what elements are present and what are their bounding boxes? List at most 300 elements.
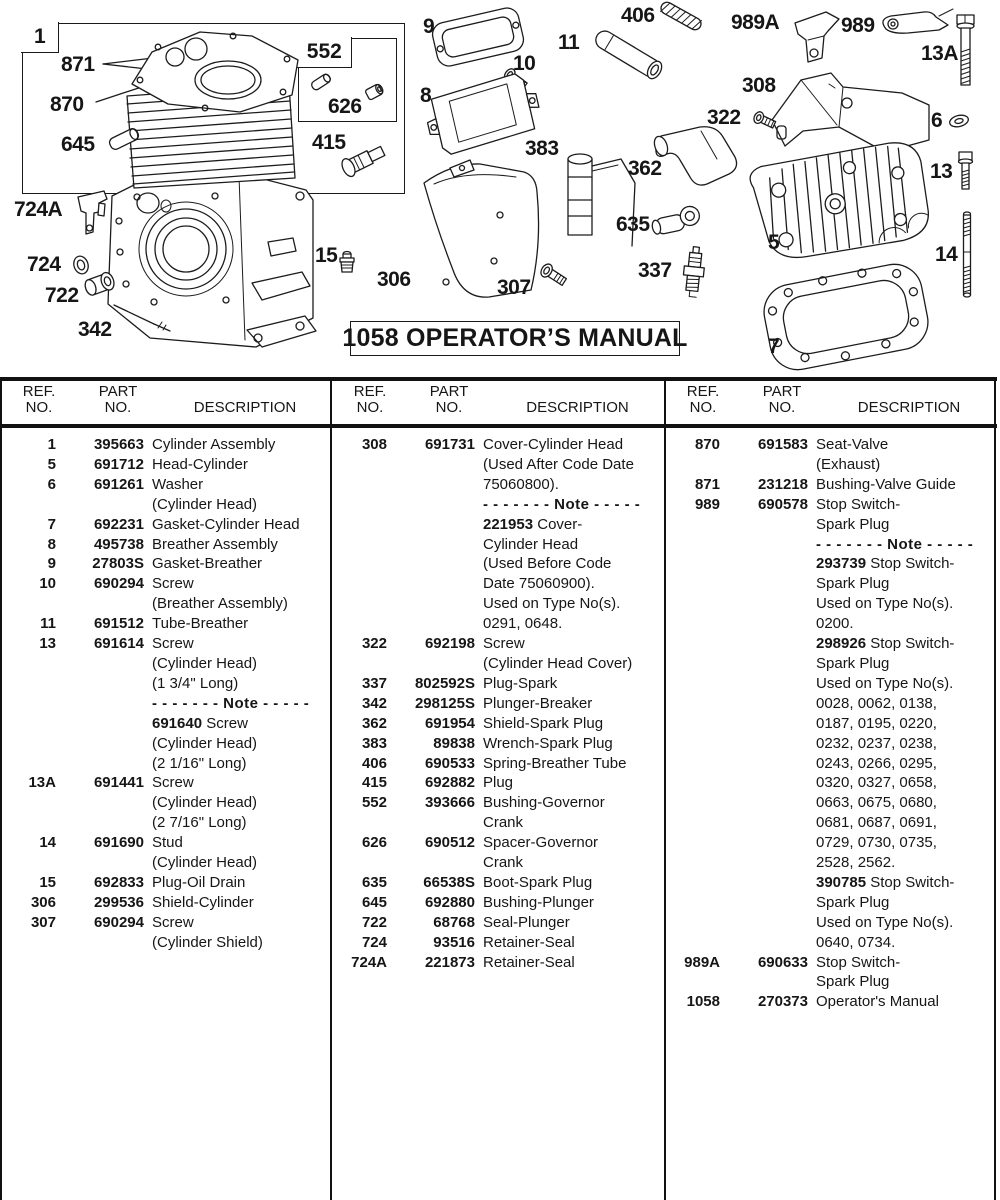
part-no [728, 933, 808, 953]
description: 0640, 0734. [816, 933, 896, 951]
ref-no [337, 535, 387, 555]
callout-13: 13 [930, 160, 953, 183]
table-divider-2 [664, 377, 666, 1200]
part-no: 690294 [93, 575, 144, 593]
callout-14: 14 [935, 243, 958, 266]
part-no [728, 554, 808, 574]
ref-no: 552 [361, 794, 387, 812]
ref-no [670, 833, 720, 853]
part-no [64, 714, 144, 734]
sketch-screw-322 [752, 110, 777, 130]
part-no [728, 754, 808, 774]
part-no: 691690 [93, 834, 144, 852]
table-row [6, 893, 328, 913]
callout-15: 15 [315, 244, 338, 267]
ref-no [670, 694, 720, 714]
ref-no [670, 773, 720, 793]
part-no [728, 535, 808, 555]
description: 298926 Stop Switch- [816, 635, 955, 653]
description: Spark Plug [816, 575, 890, 593]
sketch-screw-307 [539, 262, 568, 288]
description: 0681, 0687, 0691, [816, 814, 937, 832]
description: (Cylinder Head) [152, 654, 258, 672]
callout-626: 626 [328, 95, 362, 118]
table-row [337, 734, 662, 754]
description: (Cylinder Head) [152, 734, 258, 752]
part-no: 690633 [757, 953, 808, 971]
description: (Cylinder Head) [152, 854, 258, 872]
part-no [64, 754, 144, 774]
table-row [337, 535, 662, 555]
table-row [337, 495, 662, 515]
table-row [670, 535, 992, 555]
description: Gasket-Breather [152, 555, 263, 573]
ref-no: 871 [694, 475, 720, 493]
part-no [395, 475, 475, 495]
ref-no [670, 455, 720, 475]
part-no [395, 554, 475, 574]
part-no [395, 853, 475, 873]
header-ref-no: REF. NO. [353, 383, 387, 416]
description: Spark Plug [816, 973, 890, 991]
table-row [337, 674, 662, 694]
part-no [728, 773, 808, 793]
description: 0243, 0266, 0295, [816, 754, 937, 772]
part-no: 690294 [93, 913, 144, 931]
part-no [728, 634, 808, 654]
sketch-stop-switch-989 [883, 9, 953, 33]
description: 0028, 0062, 0138, [816, 694, 937, 712]
ref-no [337, 554, 387, 574]
description: Stop Switch- [816, 953, 901, 971]
table-row [337, 574, 662, 594]
description: Stop Switch- [816, 495, 901, 513]
part-no [64, 674, 144, 694]
description: Screw [152, 635, 194, 653]
part-no: 393666 [424, 794, 475, 812]
callout-11: 11 [558, 31, 580, 54]
part-no: 691614 [93, 635, 144, 653]
table-row [6, 714, 328, 734]
part-no: 66538S [423, 873, 475, 891]
sketch-retainer-724 [72, 254, 91, 275]
callout-722: 722 [45, 284, 79, 307]
table-row [670, 913, 992, 933]
ref-no [670, 714, 720, 734]
header-description: DESCRIPTION [193, 398, 297, 416]
part-no [395, 535, 475, 555]
description: (Used Before Code [483, 555, 612, 573]
description: (Breather Assembly) [152, 595, 288, 613]
description: (Used After Code Date [483, 455, 634, 473]
ref-no: 635 [361, 873, 387, 891]
description: Tube-Breather [152, 615, 249, 633]
sketch-cover-308 [772, 73, 929, 152]
part-no: 690578 [757, 495, 808, 513]
table-row [6, 813, 328, 833]
callout-871: 871 [61, 53, 95, 76]
ref-no [670, 535, 720, 555]
ref-no: 724 [361, 933, 387, 951]
description: Boot-Spark Plug [483, 873, 593, 891]
table-row [6, 694, 328, 714]
description: Used on Type No(s). [816, 674, 954, 692]
table-row [337, 793, 662, 813]
part-no [395, 594, 475, 614]
part-no [395, 614, 475, 634]
table-row [6, 873, 328, 893]
callout-645: 645 [61, 133, 95, 156]
ref-no: 14 [39, 834, 56, 852]
table-row [670, 734, 992, 754]
part-no [728, 972, 808, 992]
table-row [670, 435, 992, 455]
part-no [728, 913, 808, 933]
part-no [64, 933, 144, 953]
ref-no: 645 [361, 893, 387, 911]
description: Cylinder Head [483, 535, 579, 553]
ref-no [6, 714, 56, 734]
description: (1 3/4" Long) [152, 674, 239, 692]
part-no: 692231 [93, 515, 144, 533]
part-no: 692198 [424, 635, 475, 653]
table-border-left [0, 377, 2, 1200]
table-row [6, 754, 328, 774]
parts-table [0, 377, 1000, 1200]
ref-no [6, 594, 56, 614]
part-no: 690512 [424, 834, 475, 852]
ref-no: 306 [30, 893, 56, 911]
ref-no: 406 [361, 754, 387, 772]
table-row [6, 515, 328, 535]
description: Seat-Valve [816, 436, 889, 453]
ref-no [670, 515, 720, 535]
description: - - - - - - - Note - - - - - [152, 694, 310, 712]
table-column-2 [334, 377, 662, 1200]
ref-no [6, 933, 56, 953]
description: (2 7/16" Long) [152, 814, 247, 832]
description: Seal-Plunger [483, 913, 570, 931]
part-no: 690533 [424, 754, 475, 772]
sketch-gasket-9 [430, 6, 526, 69]
sketch-washer-6 [948, 113, 969, 128]
ref-no [6, 793, 56, 813]
table-row [6, 495, 328, 515]
description: Breather Assembly [152, 535, 278, 553]
description: Bushing-Plunger [483, 893, 594, 911]
callout-308: 308 [742, 74, 776, 97]
table-row [670, 674, 992, 694]
description: Plunger-Breaker [483, 694, 593, 712]
table-row [337, 654, 662, 674]
table-row [337, 813, 662, 833]
part-no [728, 515, 808, 535]
ref-no: 308 [361, 436, 387, 453]
table-row [337, 455, 662, 475]
callout-322: 322 [707, 106, 741, 129]
table-row [337, 754, 662, 774]
part-no [64, 853, 144, 873]
description: Crank [483, 814, 524, 832]
callout-406: 406 [621, 4, 655, 27]
table-row [6, 793, 328, 813]
description: Screw [483, 635, 525, 653]
table-row [337, 873, 662, 893]
part-no [728, 873, 808, 893]
description: - - - - - - - Note - - - - - [816, 535, 974, 553]
table-row [6, 455, 328, 475]
part-no: 495738 [93, 535, 144, 553]
table-row [670, 714, 992, 734]
ref-no [670, 734, 720, 754]
callout-415: 415 [312, 131, 346, 154]
table-row [337, 554, 662, 574]
table-row [670, 933, 992, 953]
table-row [670, 793, 992, 813]
ref-no [337, 654, 387, 674]
sketch-spark-plug-337 [681, 246, 706, 298]
part-no [728, 654, 808, 674]
description: Retainer-Seal [483, 933, 575, 951]
table-row [6, 554, 328, 574]
table-row [6, 933, 328, 953]
ref-no [670, 574, 720, 594]
part-no: 298125S [414, 694, 475, 712]
description: 0320, 0327, 0658, [816, 774, 937, 792]
callout-337: 337 [638, 259, 672, 282]
description: (Cylinder Shield) [152, 933, 263, 951]
ref-no [670, 813, 720, 833]
table-row [6, 614, 328, 634]
ref-no: 11 [40, 615, 56, 633]
ref-no [670, 594, 720, 614]
table-row [6, 773, 328, 793]
part-no [64, 594, 144, 614]
table-row [6, 833, 328, 853]
part-no: 89838 [433, 734, 475, 752]
description: Shield-Spark Plug [483, 714, 604, 732]
part-no [395, 813, 475, 833]
description: 0232, 0237, 0238, [816, 734, 937, 752]
table-row [670, 953, 992, 973]
description: Spacer-Governor [483, 834, 599, 852]
part-no [395, 515, 475, 535]
callout-10: 10 [513, 52, 536, 75]
ref-no [337, 594, 387, 614]
ref-no: 724A [351, 953, 387, 971]
ref-no [670, 634, 720, 654]
description: Plug [483, 774, 514, 792]
table-row [6, 674, 328, 694]
part-no: 692833 [93, 873, 144, 891]
table-row [337, 515, 662, 535]
ref-no: 415 [361, 774, 387, 792]
description: Shield-Cylinder [152, 893, 254, 911]
callout-307: 307 [497, 276, 531, 299]
ref-no [6, 654, 56, 674]
column-body [334, 428, 662, 972]
ref-no [670, 654, 720, 674]
description: Plug-Spark [483, 674, 558, 692]
table-row [6, 634, 328, 654]
table-row [670, 475, 992, 495]
table-row [670, 873, 992, 893]
column-body [3, 428, 328, 953]
description: Screw [152, 575, 194, 593]
table-row [337, 475, 662, 495]
callout-724: 724 [27, 253, 61, 276]
sketch-stop-switch-989A [795, 12, 839, 62]
ref-no: 362 [361, 714, 387, 732]
callout-342: 342 [78, 318, 112, 341]
part-no [395, 495, 475, 515]
table-row [337, 913, 662, 933]
description: Washer [152, 475, 204, 493]
ref-no [670, 754, 720, 774]
table-row [670, 972, 992, 992]
ref-no [670, 873, 720, 893]
sketch-oil-drain-plug-15 [340, 252, 354, 273]
table-row [670, 654, 992, 674]
ref-no [670, 913, 720, 933]
part-no: 68768 [433, 913, 475, 931]
column-header [6, 384, 326, 415]
ref-no: 7 [47, 515, 56, 533]
description: 0200. [816, 615, 854, 633]
table-row [6, 435, 328, 455]
table-row [670, 754, 992, 774]
ref-no: 337 [361, 674, 387, 692]
ref-no [337, 495, 387, 515]
description: Head-Cylinder [152, 455, 248, 473]
ref-no: 10 [39, 575, 56, 593]
ref-no [337, 475, 387, 495]
table-row [337, 634, 662, 654]
part-no: 691441 [93, 774, 144, 792]
ref-no: 989A [684, 953, 720, 971]
description: Screw [152, 913, 194, 931]
part-no [728, 793, 808, 813]
table-row [670, 833, 992, 853]
part-no: 692880 [424, 893, 475, 911]
ref-no [337, 455, 387, 475]
sketch-stud-14 [964, 212, 971, 297]
sketch-gasket-7 [759, 259, 933, 375]
part-no: 231218 [757, 475, 808, 493]
table-column-1 [3, 377, 328, 1200]
callout-383: 383 [525, 137, 559, 160]
description: Date 75060900). [483, 575, 595, 593]
ref-no [337, 574, 387, 594]
ref-no [6, 754, 56, 774]
column-header [670, 384, 990, 415]
sketch-cylinder-assembly [108, 32, 316, 347]
table-row [337, 614, 662, 634]
table-row [670, 813, 992, 833]
ref-no [670, 893, 720, 913]
ref-no [6, 734, 56, 754]
part-no: 692882 [424, 774, 475, 792]
table-row [670, 893, 992, 913]
sketch-tube-11 [592, 27, 664, 81]
part-no [64, 654, 144, 674]
table-row [337, 833, 662, 853]
part-no [728, 574, 808, 594]
callout-5: 5 [768, 231, 780, 254]
ref-no: 9 [47, 555, 56, 573]
part-no: 691512 [93, 615, 144, 633]
table-row [670, 634, 992, 654]
part-no [64, 793, 144, 813]
description: Spring-Breather Tube [483, 754, 627, 772]
ref-no: 989 [694, 495, 720, 513]
table-row [6, 853, 328, 873]
part-no: 691954 [424, 714, 475, 732]
table-row [670, 853, 992, 873]
ref-no: 722 [361, 913, 387, 931]
part-no [728, 734, 808, 754]
description: 0663, 0675, 0680, [816, 794, 937, 812]
table-row [6, 475, 328, 495]
table-row [337, 594, 662, 614]
ref-no: 5 [47, 455, 56, 473]
sketch-retainer-724A [78, 191, 107, 234]
part-no [728, 833, 808, 853]
table-row [6, 535, 328, 555]
description: Cylinder Assembly [152, 436, 276, 453]
description: Used on Type No(s). [483, 595, 621, 613]
table-row [670, 594, 992, 614]
description: Spark Plug [816, 654, 890, 672]
part-no [728, 714, 808, 734]
description: Cover-Cylinder Head [483, 436, 624, 453]
ref-no [6, 694, 56, 714]
ref-no [670, 793, 720, 813]
part-no: 27803S [92, 555, 144, 573]
description: (Exhaust) [816, 455, 881, 473]
description: Crank [483, 854, 524, 872]
description: 2528, 2562. [816, 854, 896, 872]
description: Gasket-Cylinder Head [152, 515, 300, 533]
part-no: 395663 [93, 436, 144, 453]
header-ref-no: REF. NO. [22, 383, 56, 416]
description: Stud [152, 834, 183, 852]
part-no [64, 813, 144, 833]
description: Used on Type No(s). [816, 595, 954, 613]
part-no [728, 674, 808, 694]
table-row [6, 734, 328, 754]
sketch-spacer-626 [365, 83, 385, 100]
description: Plug-Oil Drain [152, 873, 246, 891]
part-no: 691712 [93, 455, 144, 473]
part-no [395, 574, 475, 594]
description: (Cylinder Head) [152, 794, 258, 812]
part-no [395, 654, 475, 674]
description: - - - - - - - Note - - - - - [483, 495, 641, 513]
part-no [728, 813, 808, 833]
part-no: 299536 [93, 893, 144, 911]
part-no: 691583 [757, 436, 808, 453]
ref-no: 307 [30, 913, 56, 931]
sketch-bolt-13A [957, 15, 974, 85]
operators-manual-label: 1058 OPERATOR’S MANUAL [342, 324, 688, 352]
operators-manual-box [342, 321, 688, 356]
ref-no: 870 [694, 436, 720, 453]
ref-no: 13 [39, 635, 56, 653]
description: (Cylinder Head Cover) [483, 654, 633, 672]
table-row [6, 574, 328, 594]
sketch-bushing-552 [310, 73, 332, 91]
